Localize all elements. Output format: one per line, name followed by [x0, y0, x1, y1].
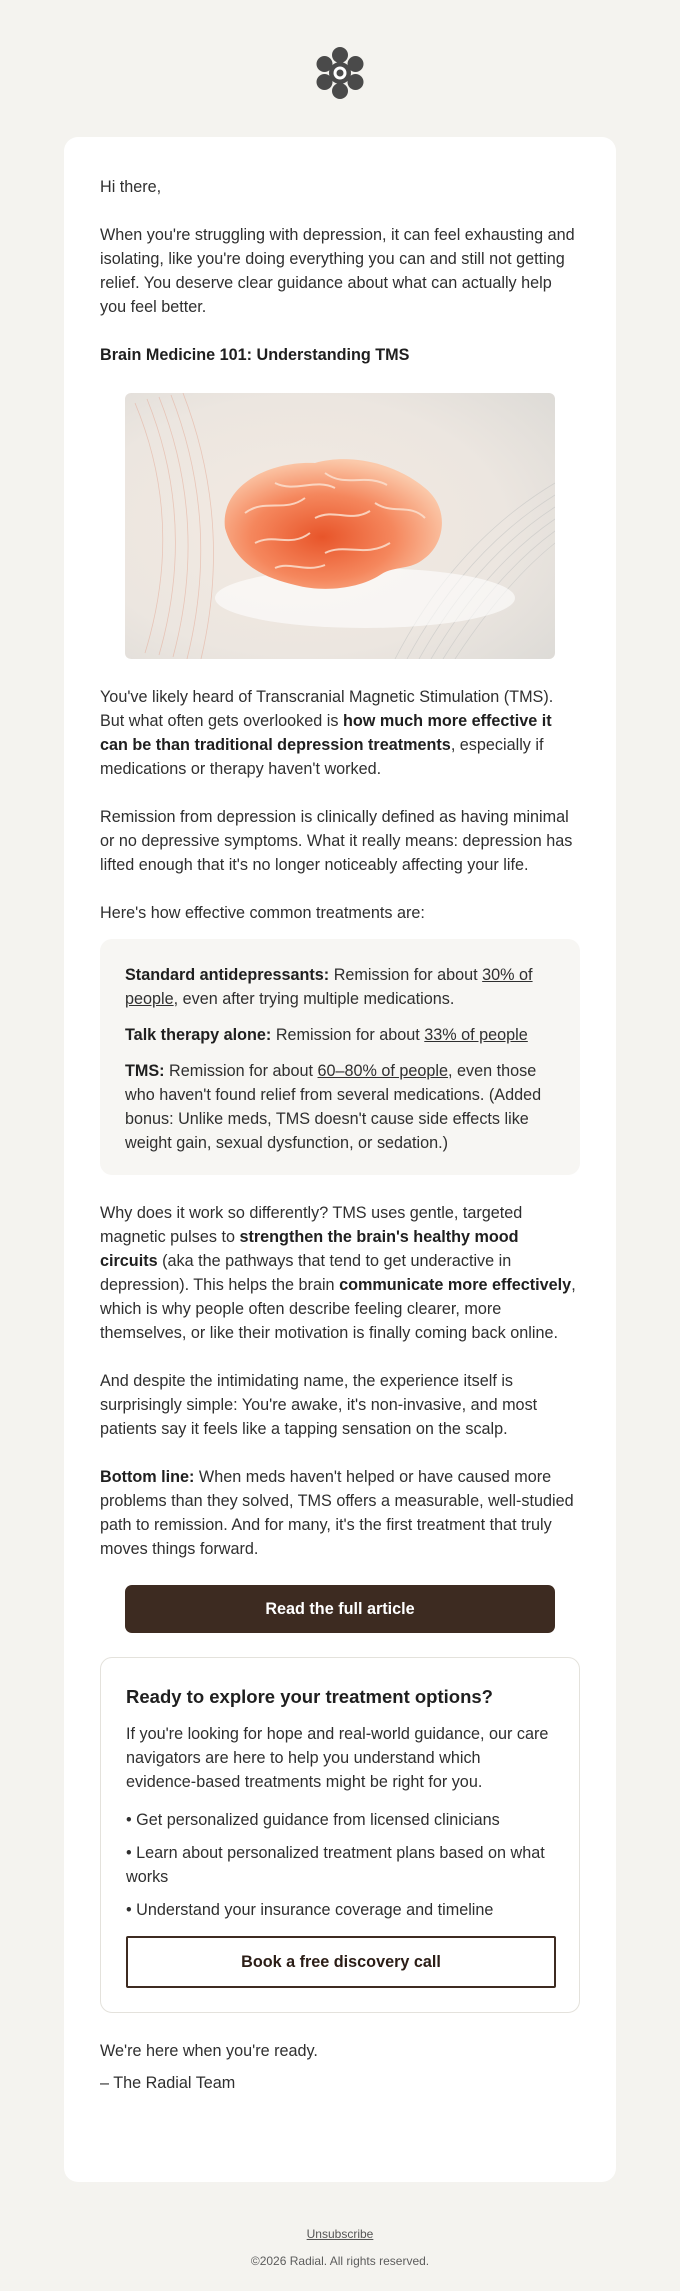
panel-lead: If you're looking for hope and real-world guidance, our care navigators are here to help you understand which evidence-based treatments might be right for you.	[126, 1725, 549, 1791]
remission-paragraph: Remission from depression is clinically defined as having minimal or no depressive symptoms. What it really means: depression has lifted enough that it's no longer noticeably affecting your life.	[100, 808, 573, 874]
stat-antidepressants	[125, 963, 555, 1011]
panel-title: Ready to explore your treatment options?	[126, 1686, 493, 1707]
experience-paragraph: And despite the intimidating name, the experience itself is surprisingly simple: You're awake, it's non-invasive, and most patients say it feels like a tapping sensation on the scalp.	[100, 1372, 538, 1438]
unsubscribe-link[interactable]: Unsubscribe	[306, 2227, 374, 2241]
benefits-list	[126, 1808, 554, 1922]
list-item: • Understand your insurance coverage and timeline	[126, 1901, 494, 1919]
stat-label: TMS:	[125, 1062, 165, 1080]
copyright-text: ©2026 Radial. All rights reserved.	[250, 2254, 430, 2268]
mechanism-paragraph	[100, 1201, 580, 1345]
text-segment: You've likely heard of Transcranial Magnetic Stimulation (TMS). But what often gets overlooked is	[100, 688, 554, 730]
intro-paragraph: When you're struggling with depression, it can feel exhausting and isolating, like you're doing everything you can and still not getting relief. You deserve clear guidance about what can actually help you feel better.	[100, 226, 575, 316]
text-segment: Remission for about	[329, 966, 483, 984]
treatments-lead: Here's how effective common treatments are:	[100, 904, 425, 922]
text-segment: (aka the pathways that tend to get underactive in depression). This helps the brain	[100, 1252, 512, 1294]
text-segment: , even after trying multiple medications.	[173, 990, 455, 1008]
stat-talk-therapy	[125, 1023, 555, 1047]
list-item: • Get personalized guidance from licensed clinicians	[126, 1811, 500, 1829]
stat-source-link[interactable]: 30% of people	[125, 966, 533, 1008]
stat-source-link[interactable]: 60–80% of people	[317, 1062, 449, 1080]
tms-intro-paragraph	[100, 685, 580, 781]
email-card	[64, 137, 616, 2182]
text-segment: , even those who haven't found relief from several medications. (Added bonus: Unlike meds, TMS doesn't cause side effects like weight gain, sexual dysfunction, or sedation.)	[125, 1062, 542, 1152]
text-segment: When meds haven't helped or have caused more problems than they solved, TMS offers a measurable, well-studied path to remission. And for many, it's the first treatment that truly moves things forward.	[100, 1468, 574, 1558]
greeting: Hi there,	[100, 178, 162, 196]
closing-line: We're here when you're ready.	[100, 2042, 318, 2060]
text-segment: Remission for about	[164, 1062, 318, 1080]
list-item: • Learn about personalized treatment plans based on what works	[126, 1844, 545, 1886]
stat-source-link[interactable]: 33% of people	[424, 1026, 528, 1044]
emphasis-text: how much more effective it can be than traditional depression treatments	[100, 712, 552, 754]
brain-image	[125, 393, 555, 659]
emphasis-text: strengthen the brain's healthy mood circuits	[100, 1228, 519, 1270]
treatment-options-panel	[100, 1657, 580, 2013]
section-title: Brain Medicine 101: Understanding TMS	[100, 346, 410, 364]
treatment-stats-box	[100, 939, 580, 1175]
text-segment: Why does it work so differently? TMS uses gentle, targeted magnetic pulses to	[100, 1204, 523, 1246]
stat-tms	[125, 1059, 555, 1155]
text-segment: Remission for about	[271, 1026, 425, 1044]
text-segment: , which is why people often describe feeling clearer, more themselves, or like their motivation is finally coming back online.	[100, 1276, 576, 1342]
text-segment: , especially if medications or therapy haven't worked.	[100, 736, 544, 778]
stat-label: Talk therapy alone:	[125, 1026, 272, 1044]
book-discovery-call-button[interactable]: Book a free discovery call	[126, 1936, 556, 1988]
stat-label: Standard antidepressants:	[125, 966, 330, 984]
bottom-line-paragraph	[100, 1465, 580, 1561]
signature: – The Radial Team	[100, 2074, 236, 2092]
bottom-line-label: Bottom line:	[100, 1468, 195, 1486]
flower-logo-icon	[312, 44, 368, 102]
emphasis-text: communicate more effectively	[339, 1276, 572, 1294]
read-article-button[interactable]: Read the full article	[125, 1585, 555, 1633]
